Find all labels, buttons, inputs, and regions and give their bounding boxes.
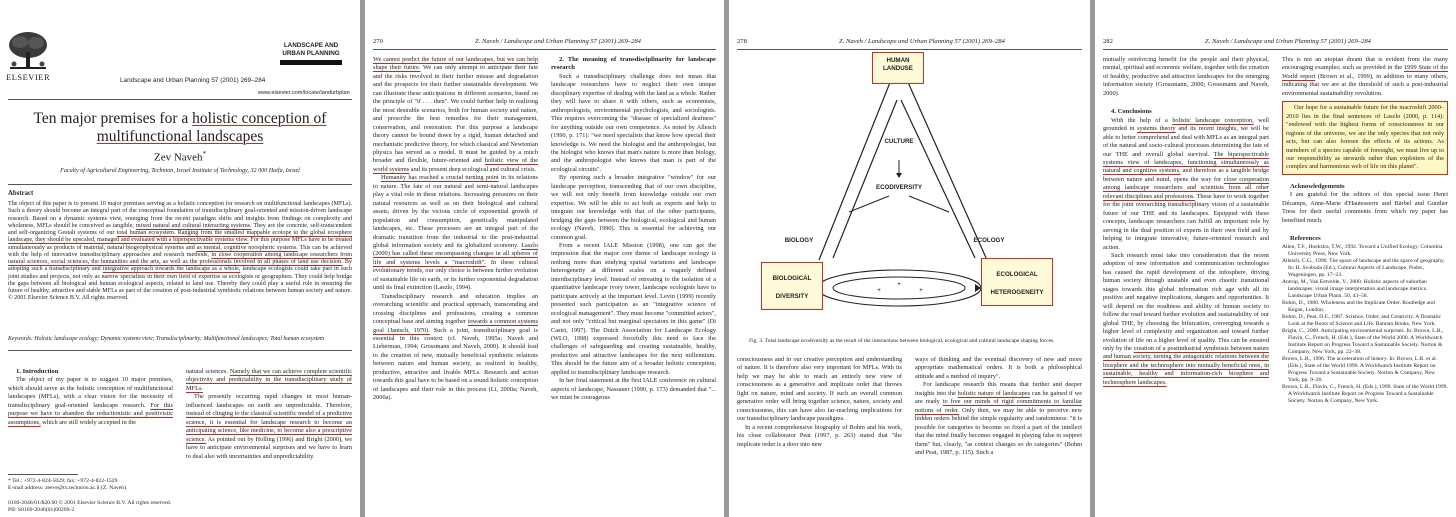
- footnote-rule: [8, 474, 78, 475]
- abstract-highlight: as mental, cognitive noospheric systems.: [196, 244, 298, 251]
- footnote: [8, 478, 178, 492]
- fig-label-culture: CULTURE: [884, 138, 914, 145]
- abstract-highlight: mixed natural and cultural interacting systems.: [135, 222, 252, 229]
- paragraph: [1103, 117, 1269, 252]
- highlight: to free our minds of rigid commitments to familiar notions of order.: [915, 398, 1082, 414]
- paragraph: By opening such a broader integrative "window" for our landscape perception, transcending that of our own discipline, we will not only benefit from knowledge outside our own expertise. We will be able to act both as experts and help to integrate our knowledge with that of the other participants, bridging the gaps between the biological, ecological and human ecology (Naveh, 1990). This is essential for achieving our common goal.: [551, 174, 716, 241]
- acknowledgements-heading: Acknowledgements: [1290, 182, 1345, 190]
- reference-item: Bright, C., 2000. Anticipating environmental surprises. In: Brown, L.R., Flavin, C., French, H. (Eds.), State of the World 2000. A Worldwatch Institute Report on Progress Toward a Sustainable Society. Norton & Company, New York, pp. 22–38.: [1282, 327, 1444, 355]
- paragraph: [373, 293, 538, 403]
- reference-item: Brown, L.R., Flavin, C., French, H. (Eds.), 1999. State of the World 1999. A Worldwatch Institute Report on Progress Toward a Sustainable Society. Norton & Company, New York.: [1282, 383, 1448, 404]
- fig-label-biology: BIOLOGY: [784, 237, 814, 244]
- highlight: holistic landscape conception,: [1172, 116, 1254, 124]
- abstract-body: [8, 201, 352, 303]
- highlight: We cannot predict the future of our landscapes, but we can help shape their future.: [373, 56, 538, 72]
- paragraph: ways of thinking and the eventual discovery of new and more appropriate mathematical orders. It is both a philosophical attitude and a method of inquiry".: [915, 356, 1082, 380]
- intro-paragraph: [186, 393, 352, 461]
- publisher-name: ELSEVIER: [6, 72, 51, 82]
- highlight: creation of a postindustrial symbiosis between nature and human society, turning the antagonistic relations between the biosphere and the technosphere into mutually beneficial ones, in sustainable, healthy and information-rich biosphere and technosphere landscapes.: [1103, 344, 1269, 386]
- running-head: Z. Naveh / Landscape and Urban Planning 57 (2001) 269–284: [1205, 38, 1371, 45]
- section-heading: 2. The meaning of transdisciplinarity for landscape research: [551, 56, 716, 72]
- intro-text: As pointed out by Holling (1996) and Bright (2000), we have to anticipate environmental surprises and we have to learn to deal also with uncertainties and unpredictability.: [186, 435, 352, 460]
- highlight: systems theory: [1137, 125, 1176, 133]
- copyright-block: [8, 500, 208, 514]
- highlight: Humanity has reached a crucial turning point: [381, 174, 499, 182]
- highlight: close cooperation among landscape researchers and scientists from all other relevant disciplines and professions.: [1103, 175, 1269, 200]
- author-name: [0, 150, 360, 164]
- paper-title: [0, 110, 360, 146]
- abstract-highlight: integrative approach towards the landscape as a whole,: [102, 266, 241, 273]
- journal-logo: [280, 42, 342, 65]
- reference-item: Allesch, C.G., 1990. The space of landscape and the space of geography. In: H. Svoboda (Ed.), Cultural Aspects of Landscape. Pudoc, Wageningen, pp. 17–23.: [1282, 257, 1445, 278]
- fig-label-ecology: ECOLOGY: [973, 237, 1005, 244]
- text: well grounded in: [1103, 116, 1269, 133]
- intro-paragraph: [186, 368, 352, 393]
- references-heading: References: [1290, 235, 1321, 243]
- intro-text: natural sciences.: [186, 368, 230, 375]
- pii: PII: S0169-2046(01)00209-2: [8, 507, 75, 513]
- text-column-right: [915, 356, 1082, 506]
- copyright: 0169-2046/01/$20.00 © 2001 Elsevier Science B.V. All rights reserved.: [8, 500, 172, 506]
- page-number: 282: [1103, 38, 1113, 45]
- acknowledgements-text: I am grateful for the editors of this special issue Henri Décamps, Anne-Marie d'Hautesserre and Bärbel and Gunther Tress for their useful comments from which my paper has benefited much.: [1282, 191, 1448, 224]
- abstract-text: They are the concrete, self-transcendent and self-organizing Gestalt systems of our: [8, 222, 352, 236]
- footnote-tel: * Tel.: +972-4-824-5029; fax: +972-4-822-1529.: [8, 478, 119, 484]
- fig-label-human-landuse: HUMAN LANDUSE: [883, 57, 913, 72]
- paragraph: [373, 56, 538, 174]
- title-underline-1: holistic conception of: [192, 110, 327, 127]
- plus-sign: +: [919, 288, 923, 294]
- arrowhead: [896, 173, 902, 178]
- fig-label-ecological-heterogeneity: ECOLOGICAL HETEROGENEITY: [990, 271, 1044, 296]
- intro-column: [8, 368, 173, 468]
- divider: [8, 99, 352, 100]
- text-column-right: [551, 56, 716, 511]
- text: In these cultural evolutionary trends, our only choice is between further evolution of sustainable life on earth, or its further exponential degradation until its final extinction (Laszlo, 1994).: [373, 258, 538, 292]
- highlight: Laszlo (2000) has called these encompassing changes in all spheres of life and systems levels a "macroshift".: [373, 241, 538, 266]
- intro-highlight: For this purpose we have to abandon the reductionistic and positivistic assumptions,: [8, 401, 173, 426]
- page-3: [729, 0, 1090, 517]
- reference-item: Antrop, M., Van Eetvelde, V., 2000. Holistic aspects of suburban landscapes: visual image interpretation and landscape metrics. Landscape Urban Plann. 50, 43–58.: [1282, 278, 1428, 299]
- plus-sign: +: [877, 288, 881, 294]
- journal-url: www.elsevier.com/locate/landurbplan: [258, 90, 350, 96]
- text: and its recent insights, we will be able to better comprehend and deal with MFLs as an integral part of the natural and socio-cultural processes determining the fate of our THE and overall global survival.: [1103, 125, 1269, 158]
- highlight: 1999 State of the World report: [1282, 64, 1448, 80]
- plus-sign: +: [897, 282, 901, 288]
- abstract-text: The object of this paper is to present 10 major premises serving as a holistic conception for research on multifunctional landscapes (MFLs). Such a theory should become an integral part of the conceptual foundation of transdisciplinary goal-oriented and mission-driven landscape research. Based on a dynamic systems view, emerging from the recent paradigm shifts and insights from findings on complexity and wholeness, MFLs should be conceived as tangible,: [8, 201, 352, 229]
- intro-text: The presently occurring rapid changes in most human-influenced landscapes on earth are unpredictable. Therefore,: [186, 393, 352, 409]
- reference-item: Bohm, D., 1980. Wholeness and the Implicate Order. Routledge and Kegan, London.: [1282, 299, 1435, 313]
- reference-item: Brown, L.R., 1996. The acceleration of history. In: Brown, L.R. et al. (Eds.), State of the World 1996. A Worldwatch Institute Report on Progress Toward a Sustainable Society. Norton & Company, New York, pp. 9–26.: [1282, 355, 1438, 383]
- highlight: holistic nature of landscapes: [957, 389, 1031, 397]
- paragraph: consciousness and in our creative perception and understanding of nature. It is therefore also very important for MFLs. With its help we may be able to reach an entirely new view of consciousness as a generative and implicate order that throws light on nature, mind and society. If such an overall common generative order will bring together science, nature, society and consciousness, this can have also far-reaching implications for our transdisciplinary landscape paradigms.: [737, 356, 902, 423]
- paragraph: [373, 174, 538, 292]
- footnote-email: E-mail address: zeeve@tx.technion.ac.il (Z. Naveh).: [8, 485, 128, 491]
- interaction-ellipse: [817, 270, 981, 306]
- reference-item: Allen, T.F., Hoekstra, T.W., 1992. Toward a Unified Ecology. Columbia University Press, New York.: [1282, 243, 1443, 257]
- author-text: Zev Naveh: [153, 151, 203, 164]
- text: can be gained if we are ready: [915, 389, 1082, 406]
- paragraph: Such a transdisciplinary challenge does not mean that landscape researchers have to neglect their own unique disciplinary expertise of dealing with the land as a whole. Rather they will have to share it with others, such as economists, anthropologists, environmental psychologists, and sociologists. This requires overcoming the "disease of specialized deafness" for anything outside our own competence. As noted by Allesch (1990, p. 171): "we need specialists that know how special their knowledge is. We need the biologist and the anthropologist, but the biologist who knows that man's nature is more than biology, and the anthropologist who knows that man is part of the ecological circuits".: [551, 72, 716, 173]
- triangle-edge: [901, 100, 975, 258]
- abstract-text: landscape ecologists could take part in such joint studies and projects, not only as narrow specialists in their own field of expertise as ecologists or geographers. They could help bridge the gaps between all biological and human ecological aspects, related to land use. Thereby they could play a useful role in ensuring the future of healthy, attractive and stable MFLs as part of the creation of post-industrial symbiotic relations between human society and nature. © 2001 Elsevier Science B.V. All rights reserved.: [8, 266, 352, 302]
- intro-paragraph: [8, 376, 173, 427]
- intro-text: which are still widely accepted in the: [40, 418, 137, 426]
- journal-citation: Landscape and Urban Planning 57 (2001) 269–284: [120, 77, 266, 84]
- keywords-text: Holistic landscape ecology; Dynamic systems view; Transdisciplinarity; Multifunctional landscapes; Total human ecosystem: [32, 336, 325, 342]
- keywords-label: Keywords:: [8, 336, 33, 342]
- abstract-highlight: total human ecosystem. Ranging from the smallest mappable ecotope to the global ecosphere landscape, they should be upscaled, managed and evaluated with a biperspectivable systems view.: [8, 230, 352, 244]
- abstract-highlight: in close cooperation among landscape researchers from natural sciences, social sciences, the humanities and the arts, as well as the professionals involved in all phases of land use decision.: [8, 251, 352, 265]
- divider: [1103, 49, 1448, 50]
- reference-item: Bohm, D., Peat, D.F., 1987. Science, Order, and Creativity. A Dramatic Look at the Roots of Science and Life. Bantam Books, New York.: [1282, 313, 1442, 327]
- divider: [8, 350, 352, 351]
- page-4: [1095, 0, 1456, 517]
- running-head: Z. Naveh / Landscape and Urban Planning 57 (2001) 269–284: [839, 38, 1005, 45]
- section-heading: 4. Conclusions: [1111, 108, 1152, 116]
- title-underline-2: multifunctional landscapes: [96, 128, 264, 145]
- intro-highlight: Namely that we can achieve complete scientific objectivity and predictability in the transdisciplinary study of MFLs.: [186, 368, 352, 392]
- paragraph: [915, 381, 1082, 457]
- text: Such a joint, transdisciplinary goal is essential in this context (cf. Naveh, 1995a; Naveh and Lieberman, 1994; Grossmann and Naveh, 2000). It should lead to the creation of new, mutually beneficial symbiotic relations between nature and human society, as realized in healthy, productive, attractive and livable MFLs. Research and action towards this goal have to be based on a sound holistic conception of landscapes and their role in this process (Li, 2000a; Naveh, 2000a).: [373, 326, 538, 402]
- paragraph: In her final statement at the first IALE conference on cultural aspects of landscape, Nassauer (1990, p. 173) demanded that "... we must be courageous: [551, 377, 716, 402]
- text-column-right: [1282, 56, 1448, 511]
- text-column-left: [373, 56, 538, 511]
- affiliation: Faculty of Agricultural Engineering, Technion, Israel Institute of Technology, 32 000 Haifa, Israel: [60, 168, 300, 174]
- interaction-ellipse: [833, 277, 965, 299]
- abstract-text: By adopting such a transdisciplinary and: [8, 259, 352, 273]
- figure-caption: Fig. 3. Total landscape ecodiversity as the result of the interactions between biological, ecological and cultural landscape shaping forces.: [749, 338, 1055, 344]
- highlight: towards a common systems goal (Jantsch, 1970).: [373, 318, 538, 334]
- text: This is not an utopian dream that is evident from the many encouraging examples; such as provided in the: [1282, 56, 1448, 72]
- divider: [373, 49, 716, 50]
- triangle-edge: [819, 80, 891, 260]
- divider: [8, 184, 352, 185]
- intro-column-2: [186, 368, 352, 493]
- text: Transdisciplinary research and education implies an overarching scientific and practical approach, transcending and crossing disciplines and professions, creating a common conceptual base and aiming together: [373, 292, 538, 326]
- paragraph: In a recent comprehensive biography of Bohm and his work, his close collaborator Peat (1997, p. 263) stated that "the implicate order is a door into new: [737, 423, 902, 448]
- journal-logo-text: LANDSCAPE AND URBAN PLANNING: [282, 42, 340, 57]
- text-column-left: [737, 356, 902, 506]
- abstract-text: For this purpose MFLs have to be treated simultaneously as products of material, natural biogeophysical systems and: [8, 237, 352, 251]
- triangle-edge: [907, 80, 987, 260]
- keywords: [8, 336, 352, 342]
- text-column-left: [1103, 56, 1269, 511]
- arrow-line: [909, 196, 949, 212]
- highlighted-quote: Our hope for a sustainable future for the macroshift 2000–2010 lies in the final sentences of Laszlo (2000, p. 114): "endowed with the highest forms of consciousness in our regions of the universe, we are the only species that not only acts, but can also foresee the effects of its actions. As members of a species capable of foresight, we must live up to our responsibility as stewards rather than exploiters of the complex and harmonious web of life on this planet".: [1282, 101, 1448, 175]
- abstract-heading: Abstract: [8, 190, 34, 197]
- references-list: [1282, 244, 1448, 405]
- page-1: [0, 0, 360, 517]
- fig-label-biological-diversity: BIOLOGICAL DIVERSITY: [772, 275, 812, 300]
- text: (Brown et al., 1999), in addition to many others, indicating that we are at the threshold of such a post-industrial environmental sustainability revolution.: [1282, 72, 1448, 97]
- triangle-edge: [833, 100, 897, 258]
- paragraph: From a recent IALE Mission (1998), one can get the impression that the major core theme of landscape ecology is nothing more than studying spatial variations and landscape heterogeneity at different scales on a vaguely defined interdisciplinary level. Instead of retreating to the isolation of a quantitative landscape ivory tower, landscape ecologists have to participate actively at the important level. Levin (1999) recently presented such participation as an "integrative science of ecological management". They must become "committed actors", and not only "critical but marginal spectators in this game" (Di Castri, 1997). The Dutch Association for Landscape Ecology (WLO, 1998) expressed forcefully this need to face the challenges of safeguarding and creating sustainable, healthy, productive and attractive landscapes for the next millennium. This should be the future aim of a broader holistic conception, applied to transdisciplinary landscape research.: [551, 241, 716, 376]
- running-head: Z. Naveh / Landscape and Urban Planning 57 (2001) 269–284: [475, 38, 641, 45]
- text: in its relations to nature. The fate of our natural and semi-natural landscapes play a vital role in these relations. Increasing pressures on their natural resources as well as on their biological and cultural assets, driven by the vicious circle of exponential growth of population and consumption, genetically manipulated landscapes, etc. These processes are an integral part of the dramatic transition from the industrial to the post-industrial global information society and its globalized economy.: [373, 174, 538, 249]
- text: Such research must take into consideration that the recent adoption of new information and communication technologies has caused the rapid development of the infosphere, driving human society through unstable and even chaotic transitional stages towards this global information rich age with all its positive and negative implications, dangers and opportunities. It will depend on the readiness and ability of human society to follow the road toward further evolution and sustainability of our global THE, by choosing the bifurcation, converging towards a higher level of complexity and organization and toward further evolution of life on a higher level of quality. This can be ensured only by the: [1103, 251, 1269, 352]
- text: With the help of a: [1111, 116, 1173, 124]
- title-plain: Ten major premises for a: [33, 110, 193, 127]
- intro-highlight: instead of clinging to the classical scientific model of a predictive science, it is essential for landscape research to become an anticipating science, like medicine, to become also a prescriptive science.: [186, 410, 352, 443]
- text: These have to work together for the joint overarching transdisciplinary vision of a sustainable future of our THE and its landscapes. Equipped with these concepts, landscape researchers can fulfill an important role by serving in the dual position of experts in their own field and by helping to integrate innovative, future-oriented research and action.: [1103, 192, 1269, 251]
- highlight: The biperspectivable systems view of landscapes, functioning simultaneously as natural and cognitive systems,: [1103, 150, 1269, 175]
- highlight: holistic view of the world systems: [373, 157, 538, 173]
- paragraph: mutually reinforcing benefit for the people and their physical, mental, spiritual and economic welfare, together with the creation of healthy, productive and attractive landscapes for the emerging information society (Grossmann, 2000; Grossmann and Naveh, 2000).: [1103, 56, 1269, 97]
- paragraph: [1282, 56, 1448, 98]
- fig-label-ecodiversity: ECODIVERSITY: [875, 184, 923, 191]
- paragraph: [1103, 252, 1269, 387]
- text: For landscape research this means that further and deeper insights into the: [915, 381, 1082, 397]
- intro-heading: 1. Introduction: [16, 368, 59, 375]
- text: We can only attempt to anticipate their fate and the risks involved in their further misuse and degradation and the prospects for their further sustainable development. We can illustrate these anticipations in different scenarios, based on the principle of "if . . . then". We could further help in realizing the most desirable scenarios, both for human society and nature, and prescribe the best remedies for their management, conservation, and restoration. For this purpose a landscape theory cannot be bound down by a rigid, human detached and mechanistic predictive theory, for which classical and Newtonian physics has served as a model. It must be guided by a much broader and flexible, future-oriented and: [373, 64, 538, 165]
- page-2: [365, 0, 724, 517]
- abstract-text: This can be achieved with the help of innovative transdisciplinary approaches and research methods,: [8, 244, 352, 258]
- page-number: 270: [373, 38, 383, 45]
- page-number: 278: [737, 38, 747, 45]
- text: and therefore as a tangible bridge between nature and mind, opens the way for: [1103, 167, 1269, 183]
- text: Only then, we may be able to perceive new hidden orders behind the simple regularity and randomness: "it is possible for categories to become so fixed a part of the intellect that the mind finally becomes engaged in playing false to support them" but, clearly, "as context changes so do categories" (Bohm and Peat, 1987, p. 115). Such a: [915, 406, 1082, 456]
- elsevier-tree-logo: [6, 30, 50, 72]
- author-mark: *: [202, 150, 207, 158]
- text: and its present deep ecological and cultural crisis.: [409, 165, 536, 173]
- intro-text: The object of my paper is to suggest 10 major premises, which should serve as the holistic conception of multifunctional landscapes (MFLs), with a clear vision for the necessity of transdisciplinary goal-oriented landscape research.: [8, 376, 173, 409]
